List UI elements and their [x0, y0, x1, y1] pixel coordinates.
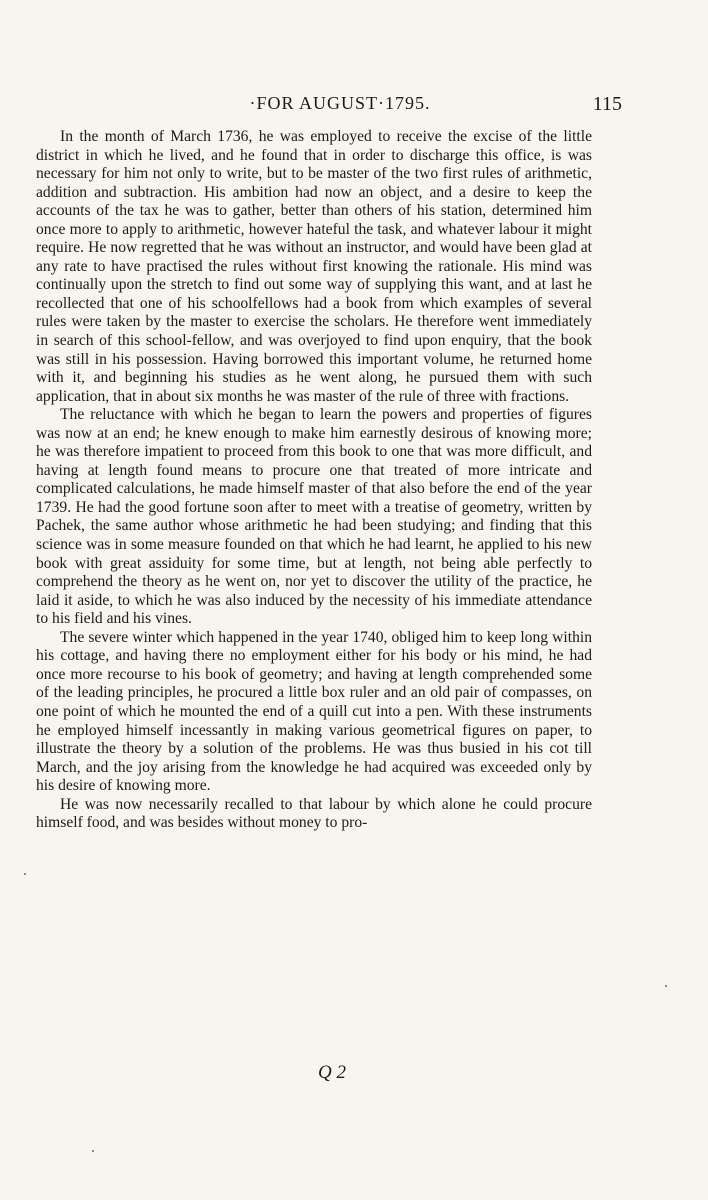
- paragraph-reluctance: The reluctance with which he began to learn the powers and properties of figures was now at an end; he knew enough to make him earnestly desirous of knowing more; he was therefore impatient to proceed from this book to one that was more difficult, and having at length found means to procure one that treated of more intricate and complicated calculations, he made himself master of that also before the end of the year 1739. He had the good fortune soon after to meet with a treatise of geometry, written by Pachek, the same author whose arithmetic he had been studying; and finding that this science was in some measure founded on that which he had learnt, he applied to his new book with great assiduity for some time, but at length, not being able perfectly to comprehend the theory as he went on, nor yet to discover the utility of the practice, he laid it aside, to which he was also induced by the necessity of his immediate attendance to his field and his vines.: [36, 406, 592, 628]
- body-text: [36, 128, 592, 833]
- page-number: 115: [592, 93, 622, 115]
- running-title: ·FOR AUGUST·1795.: [249, 93, 431, 113]
- paper-speck: [665, 985, 667, 987]
- signature-mark: Q 2: [318, 1062, 346, 1083]
- paragraph-recalled: He was now necessarily recalled to that labour by which alone he could procure himself food, and was besides without money to pro-: [36, 795, 592, 832]
- paper-speck: [92, 1150, 94, 1152]
- paragraph-excise: In the month of March 1736, he was employed to receive the excise of the little district in which he lived, and he found that in order to discharge this office, is was necessary for him not only to write, but to be master of the two first rules of arithmetic, addition and subtraction. His ambition had now an object, and a desire to keep the accounts of the tax he was to gather, better than others of his station, determined him once more to apply to arithmetic, however hateful the task, and whatever labour it might require. He now regretted that he was without an instructor, and would have been glad at any rate to have practised the rules without first knowing the rationale. His mind was continually upon the stretch to find out some way of supplying this want, and at last he recollected that one of his schoolfellows had a book from which examples of several rules were taken by the master to exercise the scholars. He therefore went immediately in search of this school-fellow, and was overjoyed to find upon enquiry, that the book was still in his possession. Having borrowed this important volume, he returned home with it, and beginning his studies as he went along, he pursued them with such application, that in about six months he was master of the rule of three with fractions.: [36, 128, 592, 405]
- paper-speck: [24, 873, 26, 875]
- running-head: [60, 93, 620, 117]
- paragraph-severe-winter: The severe winter which happened in the year 1740, obliged him to keep long within his cottage, and having there no employment either for his body or his mind, he had once more recourse to his book of geometry; and having at length comprehended some of the leading principles, he procured a little box ruler and an old pair of compasses, on one point of which he mounted the end of a quill cut into a pen. With these instruments he employed himself incessantly in making various geometrical figures on paper, to illustrate the theory by a solution of the problems. He was thus busied in his cot till March, and the joy arising from the knowledge he had acquired was exceeded only by his desire of knowing more.: [36, 628, 592, 795]
